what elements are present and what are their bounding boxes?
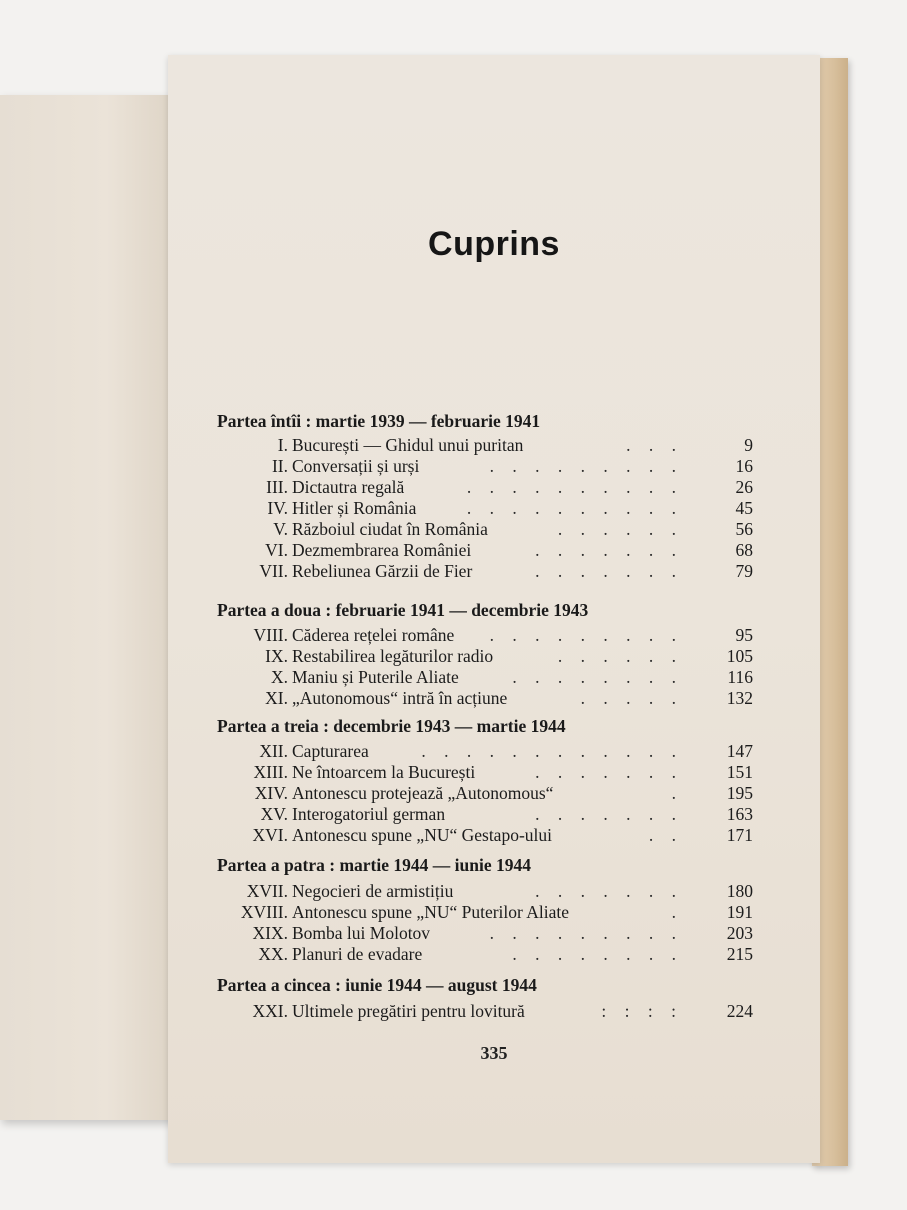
page-ref: 79	[735, 561, 753, 581]
chapter-number: XVII.	[246, 881, 288, 901]
contents-page	[168, 55, 820, 1163]
chapter-title: Planuri de evadare	[292, 944, 423, 964]
chapter-number: III.	[266, 477, 288, 497]
leader-dots: . . . . . .	[557, 519, 683, 539]
chapter-title: Ultimele pregătiri pentru lovitură	[292, 1001, 525, 1021]
chapter-number: II.	[271, 456, 288, 476]
chapter-title: Negocieri de armistițiu	[292, 881, 454, 901]
leader-dots: . . .	[626, 435, 683, 455]
page-ref: 16	[735, 456, 753, 476]
toc-entry	[208, 688, 753, 710]
toc-entry	[208, 944, 753, 966]
page-ref: 191	[726, 902, 753, 922]
page-ref: 105	[726, 646, 753, 666]
toc-entry	[208, 540, 753, 562]
chapter-number: XX.	[258, 944, 288, 964]
page-ref: 151	[726, 762, 753, 782]
chapter-title: Rebeliunea Gărzii de Fier	[292, 561, 473, 581]
chapter-number: XV.	[260, 804, 288, 824]
toc-entry	[208, 667, 753, 689]
page-ref: 9	[744, 435, 753, 455]
toc-entry	[208, 804, 753, 826]
chapter-title: Ne întoarcem la București	[292, 762, 476, 782]
leader-dots: . . . . . . . . . .	[466, 477, 683, 497]
leader-dots: . . . . . . . . . . . .	[421, 741, 683, 761]
leader-dots: . . . . . . . .	[512, 667, 683, 687]
page-title: Cuprins	[428, 225, 560, 263]
toc-entry	[208, 923, 753, 945]
chapter-title: Bomba lui Molotov	[292, 923, 431, 943]
page-ref: 171	[726, 825, 753, 845]
chapter-title: Capturarea	[292, 741, 369, 761]
toc-entry	[208, 902, 753, 924]
toc-entry	[208, 646, 753, 668]
chapter-number: XVIII.	[240, 902, 288, 922]
leader-dots: . . . . . . . . . .	[466, 498, 683, 518]
leader-dots: : : : :	[601, 1001, 683, 1021]
leader-dots: . . . . . . .	[535, 561, 683, 581]
part-heading: Partea a cincea : iunie 1944 — august 1944	[217, 975, 537, 995]
leader-dots: . . . . . . . . .	[489, 923, 683, 943]
toc-entry	[208, 741, 753, 763]
page-ref: 147	[726, 741, 753, 761]
chapter-number: XII.	[259, 741, 288, 761]
leader-dots: .	[671, 902, 683, 922]
leader-dots: . . . . . . .	[535, 881, 683, 901]
leader-dots: . . . . . . . . .	[489, 456, 683, 476]
leader-dots: . . . . . . .	[535, 540, 683, 560]
chapter-number: XIX.	[252, 923, 288, 943]
page-ref: 95	[735, 625, 753, 645]
toc-entry	[208, 783, 753, 805]
chapter-title: Războiul ciudat în România	[292, 519, 488, 539]
page-ref: 224	[726, 1001, 753, 1021]
chapter-number: IV.	[267, 498, 288, 518]
chapter-number: X.	[270, 667, 288, 687]
leader-dots: . . . . . .	[557, 646, 683, 666]
part-heading: Partea întîi : martie 1939 — februarie 1941	[217, 411, 541, 431]
page-ref: 215	[726, 944, 753, 964]
part-heading: Partea a treia : decembrie 1943 — martie 1944	[217, 716, 566, 736]
toc-entry	[208, 825, 753, 847]
chapter-title: Antonescu spune „NU“ Gestapo-ului	[292, 825, 553, 845]
chapter-title: Căderea rețelei române	[292, 625, 455, 645]
chapter-title: „Autonomous“ intră în acțiune	[292, 688, 508, 708]
chapter-number: XXI.	[252, 1001, 288, 1021]
chapter-number: XI.	[265, 688, 288, 708]
toc-entry	[208, 435, 753, 457]
leader-dots: . . . . . . .	[535, 804, 683, 824]
chapter-title: Maniu și Puterile Aliate	[292, 667, 459, 687]
part-heading: Partea a patra : martie 1944 — iunie 1944	[217, 855, 531, 875]
page-ref: 45	[735, 498, 753, 518]
page-ref: 68	[735, 540, 753, 560]
chapter-title: Conversații și urși	[292, 456, 420, 476]
page-ref: 132	[726, 688, 753, 708]
chapter-title: Interogatoriul german	[292, 804, 446, 824]
page-number: 335	[480, 1043, 508, 1063]
page-ref: 56	[735, 519, 753, 539]
leader-dots: . .	[648, 825, 683, 845]
leader-dots: . . . . . . . . .	[489, 625, 683, 645]
page-ref: 203	[726, 923, 753, 943]
chapter-title: Dezmembrarea României	[292, 540, 472, 560]
page-ref: 195	[726, 783, 753, 803]
chapter-number: I.	[277, 435, 288, 455]
page-ref: 26	[735, 477, 753, 497]
chapter-title: București — Ghidul unui puritan	[292, 435, 524, 455]
chapter-title: Dictautra regală	[292, 477, 405, 497]
toc-entry	[208, 498, 753, 520]
chapter-number: XVI.	[252, 825, 288, 845]
chapter-number: XIV.	[254, 783, 288, 803]
chapter-number: VII.	[259, 561, 288, 581]
part-heading: Partea a doua : februarie 1941 — decembrie 1943	[217, 600, 589, 620]
chapter-number: XIII.	[253, 762, 288, 782]
chapter-title: Antonescu spune „NU“ Puterilor Aliate	[292, 902, 570, 922]
chapter-title: Antonescu protejează „Autonomous“	[292, 783, 554, 803]
leader-dots: . . . . .	[580, 688, 683, 708]
chapter-number: VI.	[265, 540, 288, 560]
toc-entry	[208, 1001, 753, 1023]
page-ref: 163	[726, 804, 753, 824]
toc-entry	[208, 561, 753, 583]
chapter-number: V.	[273, 519, 288, 539]
toc-entry	[208, 881, 753, 903]
chapter-title: Restabilirea legăturilor radio	[292, 646, 494, 666]
toc-entry	[208, 456, 753, 478]
toc-entry	[208, 519, 753, 541]
leader-dots: . . . . . . .	[535, 762, 683, 782]
page-ref: 116	[727, 667, 753, 687]
chapter-number: VIII.	[253, 625, 288, 645]
page-ref: 180	[726, 881, 753, 901]
left-page	[0, 95, 178, 1120]
leader-dots: . . . . . . . .	[512, 944, 683, 964]
toc-entry	[208, 477, 753, 499]
toc-entry	[208, 762, 753, 784]
leader-dots: .	[671, 783, 683, 803]
chapter-number: IX.	[265, 646, 288, 666]
toc-entry	[208, 625, 753, 647]
chapter-title: Hitler și România	[292, 498, 417, 518]
